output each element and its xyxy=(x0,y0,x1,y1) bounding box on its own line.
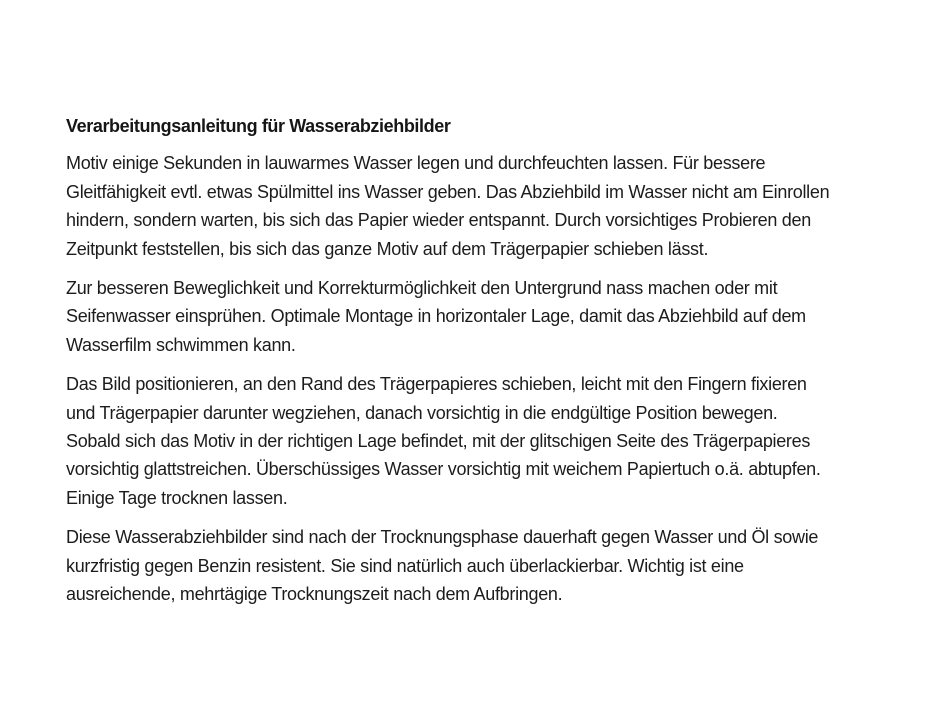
text-line: Das Bild positionieren, an den Rand des Trägerpapieres schieben, leicht mit den Fingern fixieren xyxy=(66,374,807,395)
text-line: Wasserfilm schwimmen kann. xyxy=(66,334,296,355)
text-line: vorsichtig glattstreichen. Überschüssiges Wasser vorsichtig mit weichem Papiertuch o.ä. abtupfen. xyxy=(66,459,821,480)
document-title: Verarbeitungsanleitung für Wasserabziehbilder xyxy=(66,116,451,136)
text-line: Zur besseren Beweglichkeit und Korrekturmöglichkeit den Untergrund nass machen oder mit xyxy=(66,278,778,299)
text-line: Diese Wasserabziehbilder sind nach der Trocknungsphase dauerhaft gegen Wasser und Öl sowie xyxy=(66,527,819,548)
text-line: Gleitfähigkeit evtl. etwas Spülmittel ins Wasser geben. Das Abziehbild im Wasser nicht am Einrollen xyxy=(66,181,830,202)
text-line: Seifenwasser einsprühen. Optimale Montage in horizontaler Lage, damit das Abziehbild auf dem xyxy=(66,306,806,327)
paragraph-mobility xyxy=(66,274,896,359)
document-content xyxy=(66,112,896,620)
text-line: Zeitpunkt feststellen, bis sich das ganze Motiv auf dem Trägerpapier schieben lässt. xyxy=(66,238,709,259)
text-line: ausreichende, mehrtägige Trocknungszeit nach dem Aufbringen. xyxy=(66,584,563,605)
text-line: hindern, sondern warten, bis sich das Papier wieder entspannt. Durch vorsichtiges Probieren den xyxy=(66,210,811,231)
paragraph-soaking xyxy=(66,149,896,263)
text-line: kurzfristig gegen Benzin resistent. Sie sind natürlich auch überlackierbar. Wichtig ist eine xyxy=(66,555,744,576)
text-line: und Trägerpapier darunter wegziehen, danach vorsichtig in die endgültige Position bewegen. xyxy=(66,402,778,423)
paragraph-durability xyxy=(66,523,896,608)
paragraph-positioning xyxy=(66,370,896,512)
text-line: Motiv einige Sekunden in lauwarmes Wasser legen und durchfeuchten lassen. Für bessere xyxy=(66,153,766,174)
text-line: Sobald sich das Motiv in der richtigen Lage befindet, mit der glitschigen Seite des Trägerpapieres xyxy=(66,431,811,452)
text-line: Einige Tage trocknen lassen. xyxy=(66,487,288,508)
